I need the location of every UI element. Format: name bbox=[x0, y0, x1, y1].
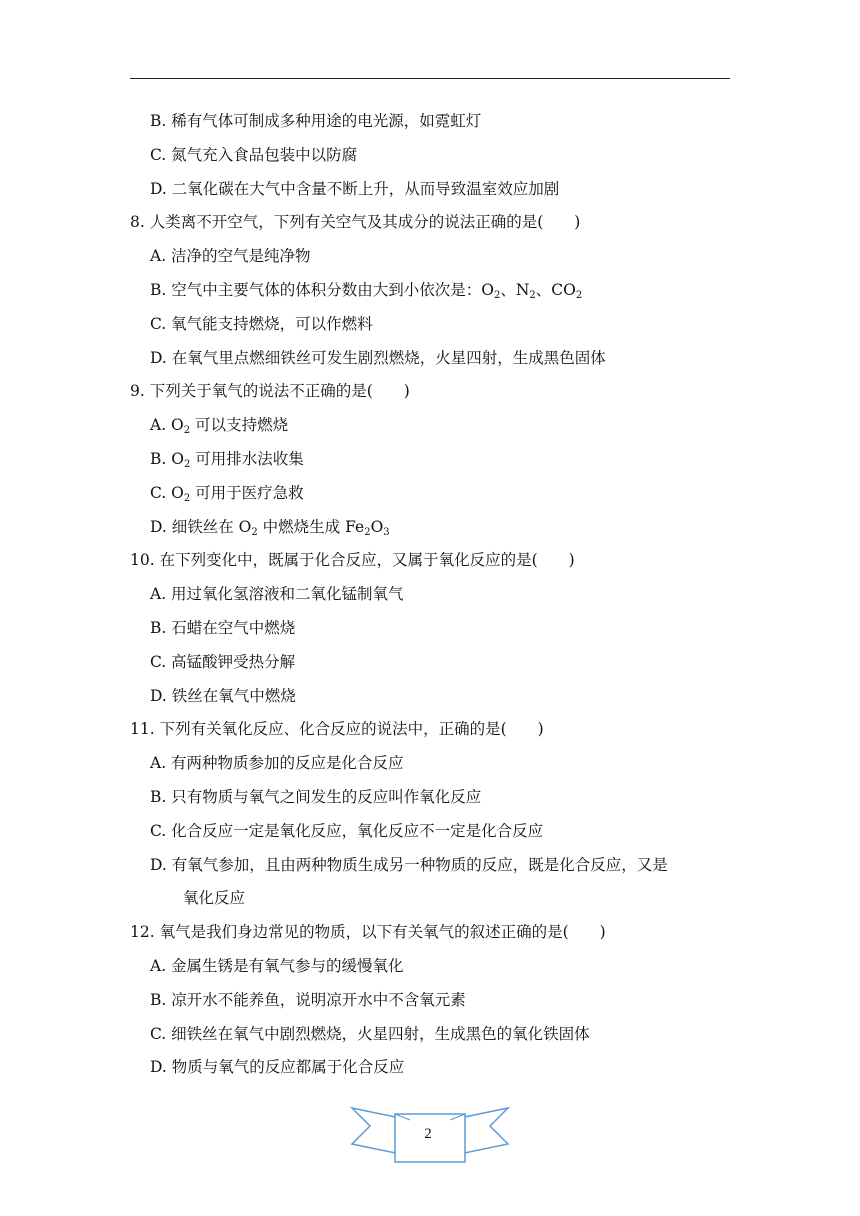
text-run: D. 在氧气里点燃细铁丝可发生剧烈燃烧，火星四射，生成黑色固体 bbox=[150, 348, 606, 367]
text-run: B. 空气中主要气体的体积分数由大到小依次是：O bbox=[150, 280, 494, 299]
answer-option bbox=[130, 784, 735, 818]
answer-option bbox=[130, 818, 735, 852]
question-stem bbox=[130, 209, 735, 243]
text-run: C. O bbox=[150, 483, 184, 502]
answer-option bbox=[130, 1054, 735, 1088]
answer-option bbox=[130, 615, 735, 649]
text-run: D. 细铁丝在 O bbox=[150, 517, 252, 536]
text-run: C. 氧气能支持燃烧，可以作燃料 bbox=[150, 314, 373, 333]
text-run: 中燃烧生成 Fe bbox=[257, 517, 365, 536]
question-stem bbox=[130, 716, 735, 750]
text-run: 12. 氧气是我们身边常见的物质，以下有关氧气的叙述正确的是( ) bbox=[130, 923, 606, 942]
text-run: A. 金属生锈是有氧气参与的缓慢氧化 bbox=[150, 956, 404, 975]
text-run: B. 稀有气体可制成多种用途的电光源，如霓虹灯 bbox=[150, 112, 482, 130]
answer-option bbox=[130, 142, 735, 176]
text-run: A. 用过氧化氢溶液和二氧化锰制氧气 bbox=[150, 585, 404, 604]
subscript: 2 bbox=[183, 425, 191, 437]
answer-option bbox=[130, 649, 735, 683]
subscript: 2 bbox=[575, 289, 583, 301]
text-run: D. 二氧化碳在大气中含量不断上升，从而导致温室效应加剧 bbox=[150, 179, 560, 198]
answer-option bbox=[130, 243, 735, 277]
text-run: 、N bbox=[500, 280, 530, 299]
subscript: 2 bbox=[251, 526, 258, 538]
text-run: B. 凉开水不能养鱼，说明凉开水中不含氧元素 bbox=[150, 990, 466, 1009]
text-run: D. 有氧气参加，且由两种物质生成另一种物质的反应，既是化合反应，又是 bbox=[150, 855, 668, 874]
text-run: 氧化反应 bbox=[183, 889, 246, 908]
text-run: D. 物质与氧气的反应都属于化合反应 bbox=[150, 1058, 405, 1077]
text-run: A. 有两种物质参加的反应是化合反应 bbox=[150, 754, 404, 773]
subscript: 2 bbox=[364, 526, 371, 538]
answer-option bbox=[130, 176, 735, 210]
answer-option bbox=[130, 480, 735, 514]
text-run: C. 氮气充入食品包装中以防腐 bbox=[150, 145, 358, 164]
answer-option bbox=[130, 1021, 735, 1055]
answer-option bbox=[130, 953, 735, 987]
text-run: O bbox=[370, 517, 384, 536]
answer-option bbox=[130, 311, 735, 345]
answer-option bbox=[130, 683, 735, 717]
text-run: C. 高锰酸钾受热分解 bbox=[150, 652, 296, 671]
answer-option bbox=[130, 412, 735, 446]
header-rule bbox=[130, 78, 730, 79]
subscript: 2 bbox=[183, 458, 191, 470]
option-continuation bbox=[130, 885, 735, 919]
text-run: 8. 人类离不开空气，下列有关空气及其成分的说法正确的是( ) bbox=[130, 213, 581, 232]
text-run: A. 洁净的空气是纯净物 bbox=[150, 247, 311, 266]
answer-option bbox=[130, 108, 735, 142]
page-number: 2 bbox=[424, 1126, 432, 1142]
text-run: 可以支持燃烧 bbox=[190, 416, 289, 435]
subscript: 2 bbox=[493, 289, 501, 301]
text-run: 9. 下列关于氧气的说法不正确的是( ) bbox=[130, 382, 410, 401]
answer-option bbox=[130, 514, 735, 548]
question-list bbox=[130, 108, 735, 1088]
text-run: C. 细铁丝在氧气中剧烈燃烧，火星四射，生成黑色的氧化铁固体 bbox=[150, 1024, 590, 1043]
text-run: C. 化合反应一定是氧化反应，氧化反应不一定是化合反应 bbox=[150, 821, 544, 840]
text-run: B. 石蜡在空气中燃烧 bbox=[150, 618, 296, 637]
text-run: 10. 在下列变化中，既属于化合反应，又属于氧化反应的是( ) bbox=[130, 551, 575, 570]
question-stem bbox=[130, 547, 735, 581]
text-run: D. 铁丝在氧气中燃烧 bbox=[150, 686, 296, 705]
question-stem bbox=[130, 919, 735, 953]
answer-option bbox=[130, 852, 735, 886]
text-run: A. O bbox=[150, 416, 184, 435]
subscript: 2 bbox=[529, 289, 536, 301]
text-run: 可用排水法收集 bbox=[190, 449, 304, 468]
answer-option bbox=[130, 750, 735, 784]
answer-option bbox=[130, 345, 735, 379]
subscript: 2 bbox=[183, 492, 191, 504]
subscript: 3 bbox=[383, 526, 390, 538]
text-run: 、CO bbox=[535, 280, 576, 299]
question-stem bbox=[130, 378, 735, 412]
text-run: B. O bbox=[150, 449, 184, 468]
answer-option bbox=[130, 446, 735, 480]
text-run: 11. 下列有关氧化反应、化合反应的说法中，正确的是( ) bbox=[130, 720, 544, 739]
text-run: B. 只有物质与氧气之间发生的反应叫作氧化反应 bbox=[150, 787, 482, 806]
answer-option bbox=[130, 987, 735, 1021]
text-run: 可用于医疗急救 bbox=[190, 483, 304, 502]
answer-option bbox=[130, 277, 735, 311]
answer-option bbox=[130, 581, 735, 615]
